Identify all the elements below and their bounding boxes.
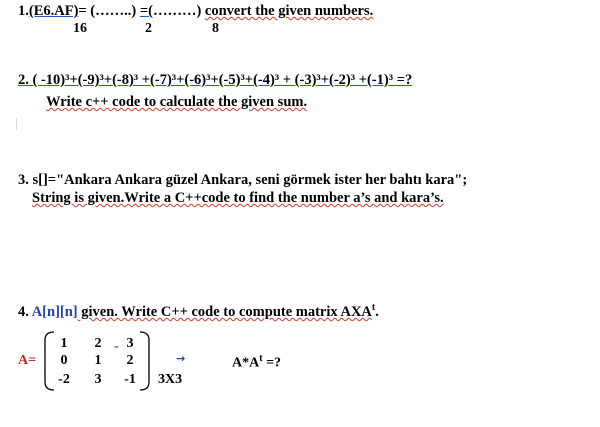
q3-string: 3. s[]="Ankara Ankara güzel Ankara, seni görmek ister her bahtı kara"; (18, 172, 468, 188)
matrix-cell-r3c2: 3 (94, 372, 102, 387)
q1-base-16: 16 (73, 21, 87, 36)
matrix-cell-r2c3: 2 (126, 353, 134, 368)
q1-base-8: 8 (212, 21, 219, 36)
text-cursor (16, 118, 17, 130)
q4-result (232, 353, 281, 372)
q1-equals-1: = ( (78, 3, 96, 19)
q1-close-1: ) (131, 3, 137, 19)
q4-transpose-mark: t (371, 302, 376, 313)
q1-blank-2: ……… (152, 3, 197, 19)
matrix-cell-r1c1: 1 (60, 336, 68, 351)
matrix-size: 3X3 (158, 372, 183, 387)
matrix-cell-r3c1: -2 (58, 372, 70, 387)
q4-array-decl: A[n][n] (31, 303, 78, 320)
q1-instruction: convert the given numbers. (204, 3, 374, 19)
q4-period: . (375, 303, 379, 320)
q3-instruction: String is given.Write a C++code to find the number a’s and kara’s. (32, 190, 444, 206)
matrix-cell-r1c3: 3 (126, 336, 134, 351)
arrow-icon: → (176, 352, 186, 365)
q1-equals-2: =( (139, 3, 153, 19)
q4-result-expr: A*A (232, 355, 260, 371)
q2-expression: 2. ( -10)³+(-9)³+(-8)³ +(-7)³+(-6)³+(-5)³+(-4)³ + (-3)³+(-2)³ +(-1)³ =? (18, 72, 413, 88)
q2-instruction: Write c++ code to calculate the given sum. (46, 94, 308, 110)
matrix-cell-r2c1: 0 (60, 353, 68, 368)
matrix-bracket-right (138, 330, 152, 392)
q1-blank-1: …….. (95, 3, 132, 19)
matrix-cell-r3c3: -1 (124, 372, 136, 387)
matrix-label: A= (18, 353, 37, 368)
matrix-cell-r2c2: 1 (94, 353, 102, 368)
q4-title (18, 299, 379, 321)
q1-hex-value: (E6.AF) (28, 3, 79, 19)
q4-number: 4. (18, 303, 29, 320)
question-1 (18, 3, 373, 20)
q1-close-2: ) (196, 3, 202, 19)
q4-result-end: =? (262, 355, 282, 371)
q4-instruction: given. Write C++ code to compute matrix AXA (77, 303, 372, 320)
q4-result-transpose: t (259, 353, 263, 364)
matrix-neg-sign: - (114, 339, 119, 354)
q1-number: 1. (18, 3, 29, 19)
matrix-cell-r1c2: 2 (94, 336, 102, 351)
q1-base-2: 2 (145, 21, 152, 36)
